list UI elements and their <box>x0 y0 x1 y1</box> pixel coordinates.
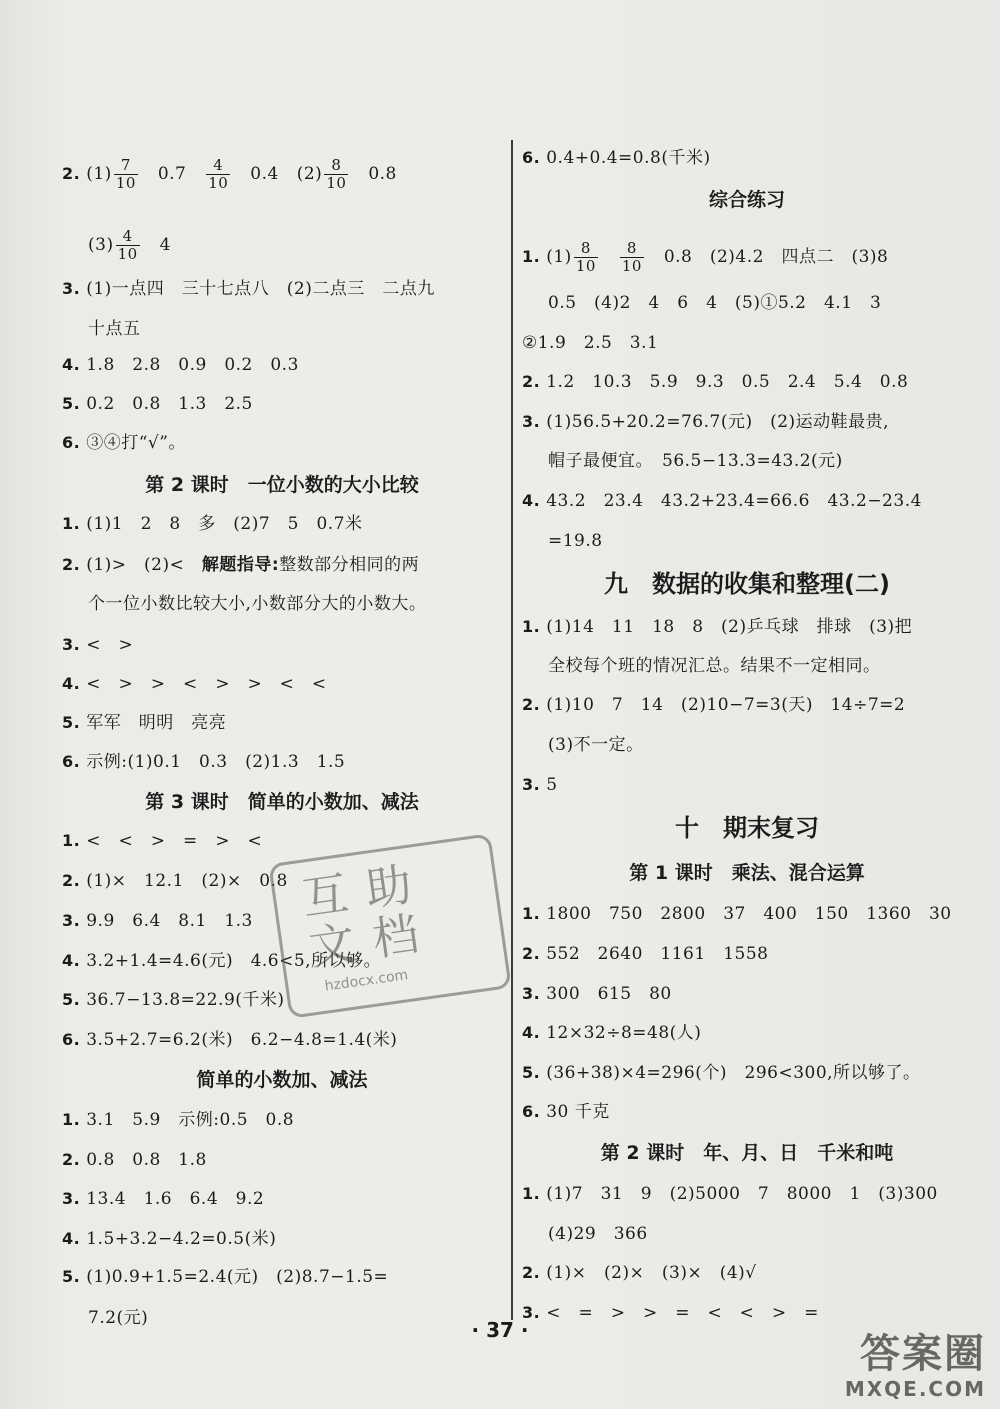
answer-2 <box>62 868 288 894</box>
answer-number: 6. <box>62 1030 81 1049</box>
answer-number: 3. <box>62 911 81 930</box>
part-label: (1) <box>546 247 572 267</box>
answer-1 <box>522 901 952 927</box>
answer-6 <box>62 430 186 456</box>
answer-number: 6. <box>62 433 81 452</box>
answer-3 <box>522 981 672 1007</box>
page-number: · 37 · <box>471 1318 529 1342</box>
answer-number: 2. <box>522 1263 541 1282</box>
answer-number: 4. <box>522 1023 541 1042</box>
fraction <box>114 157 138 192</box>
answer-number: 2. <box>62 555 81 574</box>
answer-text: 0.8 0.8 1.8 <box>86 1150 207 1170</box>
denominator: 10 <box>575 257 596 275</box>
answer-5-continued: 7.2(元) <box>88 1308 149 1328</box>
answer-number: 2. <box>522 372 541 391</box>
answer-6 <box>522 1099 610 1125</box>
answer-text: (36+38)×4=296(个) 296<300,所以够了。 <box>546 1063 921 1083</box>
answer-6 <box>62 749 345 775</box>
answer-number: 2. <box>522 944 541 963</box>
answer-3 <box>62 632 133 658</box>
value: 0.4 <box>250 164 279 184</box>
answer-number: 4. <box>62 1229 81 1248</box>
answer-text: 12×32÷8=48(人) <box>546 1023 702 1043</box>
section-title: 综合练习 <box>708 189 785 211</box>
answer-text: 3.1 5.9 示例:0.5 0.8 <box>86 1110 295 1130</box>
answer-2-continued <box>62 228 171 263</box>
answer-1 <box>62 1107 294 1133</box>
numerator: 8 <box>324 157 348 175</box>
section-title: 第 3 课时 简单的小数加、减法 <box>145 791 419 813</box>
answer-3 <box>62 1186 264 1212</box>
answer-number: 2. <box>62 871 81 890</box>
denominator: 10 <box>117 245 138 263</box>
answer-number: 1. <box>522 904 541 923</box>
answer-2 <box>62 157 397 192</box>
answer-5 <box>522 1060 921 1086</box>
part-label: (1) <box>86 164 112 184</box>
answer-2 <box>522 941 768 967</box>
answer-1-continued: 0.5 (4)2 4 6 4 (5)①5.2 4.1 3 <box>548 293 882 313</box>
fraction <box>574 240 598 275</box>
answer-1 <box>522 240 888 275</box>
answer-number: 4. <box>62 355 81 374</box>
answer-2 <box>62 1147 207 1173</box>
answer-1 <box>62 828 262 854</box>
fraction <box>620 240 644 275</box>
fraction <box>206 157 230 192</box>
column-divider <box>511 140 513 1320</box>
answer-1 <box>522 614 912 640</box>
answer-text: (1)× 12.1 (2)× 0.8 <box>86 871 288 891</box>
fraction <box>116 228 140 263</box>
answer-text: 5 <box>546 775 558 795</box>
answer-number: 1. <box>62 514 81 533</box>
answer-number: 6. <box>522 148 541 167</box>
answer-text: (1)× (2)× (3)× (4)√ <box>546 1263 757 1283</box>
answer-text: 9.9 6.4 8.1 1.3 <box>86 911 253 931</box>
corner-watermark <box>845 1331 986 1401</box>
answer-number: 4. <box>62 674 81 693</box>
corner-watermark-main: 答案圈 <box>860 1331 986 1377</box>
numerator: 4 <box>116 228 140 246</box>
corner-watermark-site: MXQE.COM <box>844 1377 986 1401</box>
answer-number: 1. <box>62 1110 81 1129</box>
answer-4 <box>522 488 922 514</box>
answer-6 <box>62 1027 397 1053</box>
answer-number: 1. <box>522 247 541 266</box>
watermark-stamp <box>268 833 512 1019</box>
answer-1-continued-2: ②1.9 2.5 3.1 <box>522 333 659 353</box>
answer-number: 3. <box>522 1303 541 1322</box>
answer-3 <box>522 772 558 798</box>
part-label: (2) <box>296 164 323 184</box>
answer-2 <box>522 692 905 718</box>
answer-text: ③④打“√”。 <box>86 433 186 453</box>
answer-text: 30 千克 <box>546 1102 610 1122</box>
answer-text: 0.8 (2)4.2 四点二 (3)8 <box>663 247 889 267</box>
hint-text: 整数部分相同的两 <box>279 555 420 575</box>
numerator: 4 <box>206 157 230 175</box>
answer-5 <box>62 710 226 736</box>
answer-number: 3. <box>522 775 541 794</box>
answer-4 <box>522 1020 701 1046</box>
answer-2-continued: (3)不一定。 <box>548 735 644 755</box>
denominator: 10 <box>208 174 229 192</box>
answer-text: (1)> (2)< <box>86 555 202 575</box>
answer-text: 军军 明明 亮亮 <box>86 713 227 733</box>
answer-text: 1.2 10.3 5.9 9.3 0.5 2.4 5.4 0.8 <box>546 372 909 392</box>
answer-4-continued: =19.8 <box>548 531 603 551</box>
answer-number: 5. <box>522 1063 541 1082</box>
answer-number: 1. <box>522 1184 541 1203</box>
answer-number: 3. <box>62 1189 81 1208</box>
numerator: 7 <box>114 157 138 175</box>
answer-text: 0.2 0.8 1.3 2.5 <box>86 394 253 414</box>
denominator: 10 <box>326 174 347 192</box>
answer-number: 2. <box>522 695 541 714</box>
answer-number: 1. <box>62 831 81 850</box>
chapter-title: 九 数据的收集和整理(二) <box>604 570 890 598</box>
answer-text: (1)一点四 三十七点八 (2)二点三 二点九 <box>86 279 435 299</box>
answer-1-continued: (4)29 366 <box>548 1224 648 1244</box>
section-title: 第 1 课时 乘法、混合运算 <box>629 862 865 884</box>
hint-label: 解题指导: <box>201 555 280 575</box>
answer-number: 4. <box>522 491 541 510</box>
chapter-title: 十 期末复习 <box>675 814 819 842</box>
answer-number: 3. <box>522 412 541 431</box>
answer-number: 1. <box>522 617 541 636</box>
answer-3 <box>62 276 435 302</box>
answer-text: < > <box>86 635 134 655</box>
answer-number: 2. <box>62 164 81 183</box>
value: 4 <box>159 235 171 255</box>
numerator: 8 <box>620 240 644 258</box>
answer-number: 3. <box>62 279 81 298</box>
answer-4 <box>62 671 327 697</box>
watermark-url: hzdocx.com <box>323 967 410 995</box>
answer-3 <box>62 908 253 934</box>
answer-number: 4. <box>62 951 81 970</box>
answer-2 <box>62 552 419 578</box>
answer-text: (1)56.5+20.2=76.7(元) (2)运动鞋最贵, <box>546 412 890 432</box>
answer-4 <box>62 1226 276 1252</box>
answer-4 <box>62 352 299 378</box>
answer-3-continued: 十点五 <box>88 319 141 339</box>
answer-text: (1)0.9+1.5=2.4(元) (2)8.7−1.5= <box>86 1267 389 1287</box>
denominator: 10 <box>621 257 642 275</box>
answer-text: 示例:(1)0.1 0.3 (2)1.3 1.5 <box>86 752 346 772</box>
answer-6 <box>522 145 711 171</box>
answer-number: 3. <box>62 635 81 654</box>
answer-2 <box>522 1260 757 1286</box>
section-title: 简单的小数加、减法 <box>196 1069 368 1091</box>
answer-text: < > > < > > < < <box>86 674 327 694</box>
answer-2 <box>522 369 908 395</box>
value: 0.8 <box>368 164 397 184</box>
answer-text: 43.2 23.4 43.2+23.4=66.6 43.2−23.4 <box>546 491 922 511</box>
answer-text: (1)10 7 14 (2)10−7=3(天) 14÷7=2 <box>546 695 906 715</box>
answer-text: < < > = > < <box>86 831 263 851</box>
watermark-line-2: 文档 <box>305 903 440 976</box>
answer-text: (1)1 2 8 多 (2)7 5 0.7米 <box>86 514 363 534</box>
answer-5 <box>62 391 253 417</box>
answer-number: 5. <box>62 1267 81 1286</box>
answer-number: 5. <box>62 990 81 1009</box>
numerator: 8 <box>574 240 598 258</box>
denominator: 10 <box>115 174 136 192</box>
answer-text: 552 2640 1161 1558 <box>546 944 769 964</box>
answer-number: 6. <box>522 1102 541 1121</box>
fraction <box>324 157 348 192</box>
answer-3-continued: 帽子最便宜。 56.5−13.3=43.2(元) <box>548 451 843 471</box>
answer-text: 3.2+1.4=4.6(元) 4.6<5,所以够。 <box>86 951 382 971</box>
answer-1 <box>522 1181 938 1207</box>
answer-text: 3.5+2.7=6.2(米) 6.2−4.8=1.4(米) <box>86 1030 398 1050</box>
answer-number: 5. <box>62 394 81 413</box>
section-title: 第 2 课时 年、月、日 千米和吨 <box>600 1142 894 1164</box>
watermark-line-1: 互助 <box>298 854 433 926</box>
answer-number: 2. <box>62 1150 81 1169</box>
answer-text: 36.7−13.8=22.9(千米) <box>86 990 285 1010</box>
answer-1 <box>62 511 363 537</box>
section-title: 第 2 课时 一位小数的大小比较 <box>145 474 419 496</box>
answer-5 <box>62 1264 388 1290</box>
answer-text: (1)7 31 9 (2)5000 7 8000 1 (3)300 <box>546 1184 938 1204</box>
answer-text: 13.4 1.6 6.4 9.2 <box>86 1189 265 1209</box>
answer-text: 300 615 80 <box>546 984 672 1004</box>
answer-text: 1.8 2.8 0.9 0.2 0.3 <box>86 355 299 375</box>
answer-text: 0.4+0.4=0.8(千米) <box>546 148 711 168</box>
value: 0.7 <box>157 164 187 184</box>
answer-1-continued: 全校每个班的情况汇总。结果不一定相同。 <box>548 656 881 676</box>
answer-text: 1800 750 2800 37 400 150 1360 30 <box>546 904 952 924</box>
answer-number: 6. <box>62 752 81 771</box>
answer-2-continued: 个一位小数比较大小,小数部分大的小数大。 <box>88 594 427 614</box>
answer-text: < = > > = < < > = <box>546 1303 819 1323</box>
part-label: (3) <box>88 235 114 255</box>
answer-text: 1.5+3.2−4.2=0.5(米) <box>86 1229 277 1249</box>
answer-text: (1)14 11 18 8 (2)乒乓球 排球 (3)把 <box>546 617 913 637</box>
answer-number: 5. <box>62 713 81 732</box>
answer-3 <box>522 409 889 435</box>
answer-5 <box>62 987 285 1013</box>
answer-number: 3. <box>522 984 541 1003</box>
